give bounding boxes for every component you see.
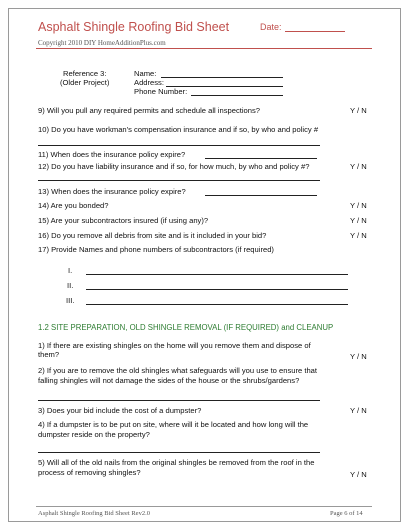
question-16-answer[interactable]: Y / N: [350, 231, 367, 240]
section-question-5: 5) Will all of the old nails from the original shingles be removed from the roof in the: [38, 458, 315, 467]
section-question-3-answer[interactable]: Y / N: [350, 406, 367, 415]
section-question-2-cont: falling shingles will not damage the sides of the house or the shrubs/gardens?: [38, 376, 300, 385]
subcontractor-row-line[interactable]: [86, 274, 348, 275]
question-12-answer[interactable]: Y / N: [350, 162, 367, 171]
reference-address-label: Address:: [134, 78, 164, 87]
section-question-2: 2) If you are to remove the old shingles what safeguards will you use to ensure that: [38, 366, 318, 375]
subcontractor-row-line[interactable]: [86, 289, 348, 290]
subcontractor-row-label: III.: [66, 296, 75, 305]
question-11: 11) When does the insurance policy expire?: [38, 150, 186, 159]
question-17: 17) Provide Names and phone numbers of subcontractors (if required): [38, 245, 274, 254]
section-question-1-cont: them?: [38, 350, 60, 359]
reference-phone-line[interactable]: [191, 95, 283, 96]
question-14: 14) Are you bonded?: [38, 201, 109, 210]
question-13: 13) When does the insurance policy expire?: [38, 187, 186, 196]
section-question-4-cont: dumpster reside on the property?: [38, 430, 150, 439]
subcontractor-row-label: I.: [68, 266, 73, 275]
reference-name-label: Name:: [134, 69, 157, 78]
header-rule: [36, 48, 372, 49]
page-number: Page 6 of 14: [330, 510, 363, 517]
question-12-line[interactable]: [38, 180, 320, 181]
reference-label: Reference 3:: [63, 69, 107, 78]
section-question-5-cont: process of removing shingles?: [38, 468, 141, 477]
question-15: 15) Are your subcontractors insured (if using any)?: [38, 216, 209, 225]
question-9-answer[interactable]: Y / N: [350, 106, 367, 115]
footer-title: Asphalt Shingle Roofing Bid Sheet Rev2.0: [38, 510, 150, 517]
question-9: 9) Will you pull any required permits and schedule all inspections?: [38, 106, 261, 115]
section-question-2-line[interactable]: [38, 400, 320, 401]
question-16: 16) Do you remove all debris from site and is it included in your bid?: [38, 231, 267, 240]
subcontractor-row-label: II.: [67, 281, 74, 290]
question-10: 10) Do you have workman's compensation insurance and if so, by who and policy #: [38, 125, 319, 134]
section-heading: 1.2 SITE PREPARATION, OLD SHINGLE REMOVAL (IF REQUIRED) and CLEANUP: [38, 323, 334, 332]
reference-name-line[interactable]: [161, 77, 283, 78]
date-line: [285, 23, 345, 32]
copyright-text: Copyright 2010 DIY HomeAdditionPlus.com: [38, 39, 166, 47]
question-11-line[interactable]: [205, 158, 317, 159]
question-10-line[interactable]: [38, 145, 320, 146]
subcontractor-row-line[interactable]: [86, 304, 348, 305]
question-13-line[interactable]: [205, 195, 317, 196]
question-15-answer[interactable]: Y / N: [350, 216, 367, 225]
section-question-1-answer[interactable]: Y / N: [350, 352, 367, 361]
reference-sublabel: (Older Project): [60, 78, 110, 87]
date-label: Date:: [260, 22, 282, 32]
date-field[interactable]: [260, 22, 345, 32]
question-14-answer[interactable]: Y / N: [350, 201, 367, 210]
reference-phone-label: Phone Number:: [134, 87, 188, 96]
footer-rule: [36, 506, 372, 507]
section-question-3: 3) Does your bid include the cost of a dumpster?: [38, 406, 202, 415]
section-question-4-line[interactable]: [38, 452, 320, 453]
section-question-1: 1) If there are existing shingles on the home will you remove them and dispose of: [38, 341, 311, 350]
document-title: Asphalt Shingle Roofing Bid Sheet: [38, 20, 230, 34]
section-question-4: 4) If a dumpster is to be put on site, where will it be located and how long will the: [38, 420, 309, 429]
question-12: 12) Do you have liability insurance and if so, for how much, by who and policy #?: [38, 162, 310, 171]
section-question-5-answer[interactable]: Y / N: [350, 470, 367, 479]
